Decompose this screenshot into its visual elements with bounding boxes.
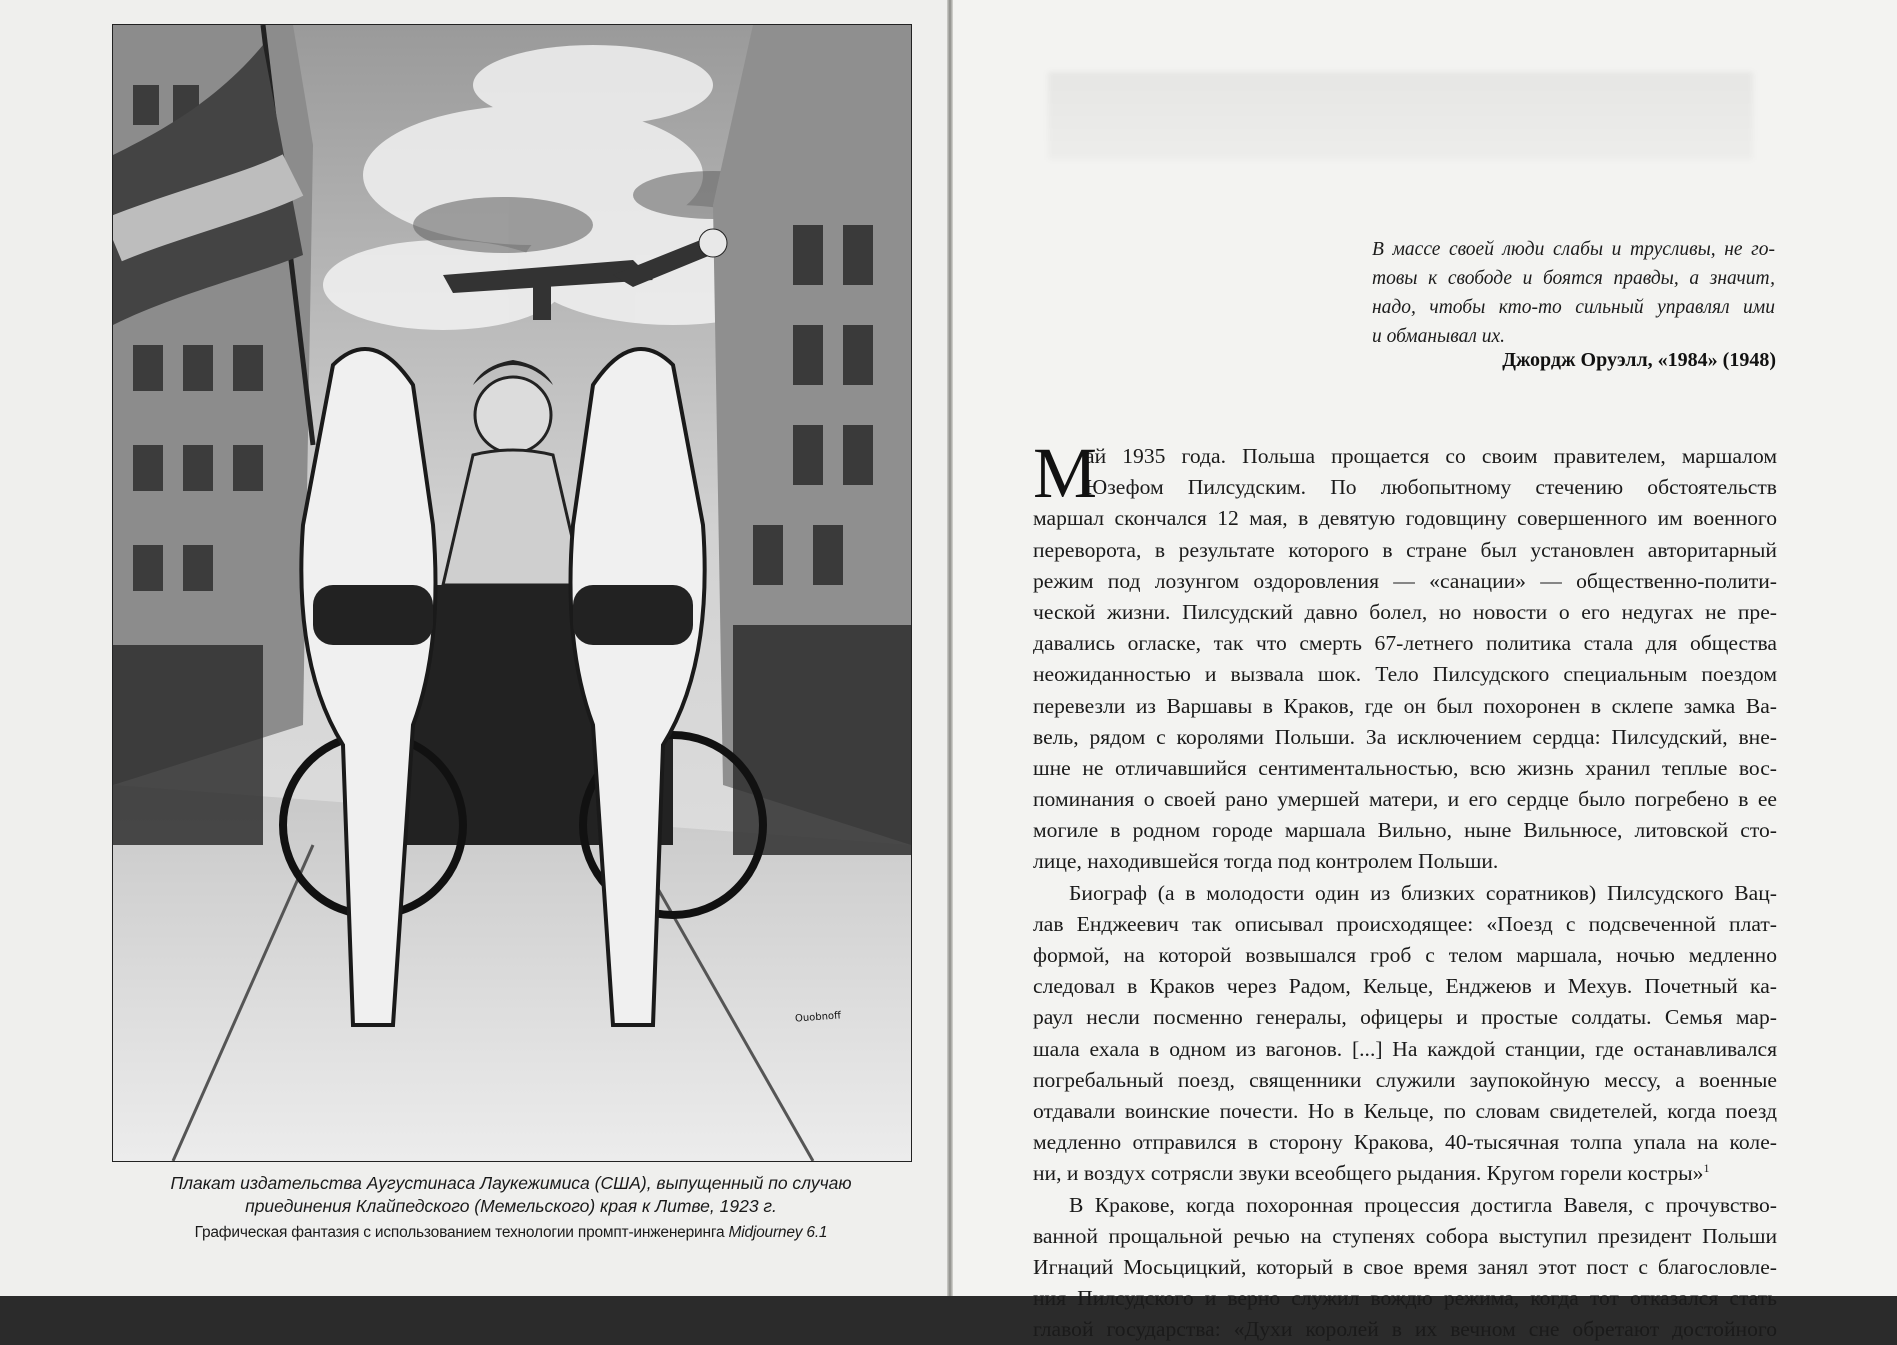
text-line: поминания о своей рано умершей матери, и его сердце было погребено в ее (1033, 787, 1777, 812)
caption-credit (112, 1222, 910, 1244)
text-line: ванной прощальной речью на ступенях собора выступил президент Польши (1033, 1223, 1777, 1248)
caption-line: приединения Клайпедского (Мемельского) края к Литве, 1923 г. (245, 1196, 777, 1216)
text-line: отдавали воинские почести. Но в Кельце, по словам свидетелей, когда поезд (1033, 1098, 1777, 1123)
text-line: следовал в Краков через Радом, Кельце, Енджеюв и Мехув. Почетный ка- (1033, 974, 1777, 999)
text-line: медленно отправился в сторону Кракова, 40-тысячная толпа упала на коле- (1033, 1130, 1777, 1155)
text-line: маршал скончался 12 мая, в девятую годовщину совершенного им военного (1033, 506, 1777, 531)
text-line: лав Енджеевич так описывал происходящее: «Поезд с подсвеченной плат- (1033, 911, 1777, 936)
text-line: главой государства: «Духи королей в их вечном сне обретают достойного (1033, 1317, 1777, 1342)
epigraph-attribution: Джордж Оруэлл, «1984» (1948) (1502, 349, 1776, 371)
text-line: формой, на которой возвышался гроб с телом маршала, ночью медленно (1033, 943, 1777, 967)
artist-signature: Ouobnoff (794, 1010, 842, 1025)
left-page (0, 0, 947, 1296)
text-line: ческой жизни. Пилсудский давно болел, но новости о его недугах не пре- (1033, 599, 1777, 624)
illustration-artwork (113, 25, 911, 1161)
drop-cap: М (1033, 433, 1098, 513)
text-line: ай 1935 года. Польша прощается со своим правителем, маршалом (1085, 444, 1777, 468)
epigraph (1372, 235, 1775, 351)
text-line: вель, рядом с королями Польши. За исключением сердца: Пилсудский, вне- (1033, 724, 1777, 749)
epigraph-line: В массе своей люди слабы и трусливы, не го- (1372, 239, 1775, 260)
caption-credit-text: Графическая фантазия с использованием технологии промпт-инженеринга (194, 1224, 729, 1241)
text-line: раул несли посменно генералы, офицеры и простые солдаты. Семья мар- (1033, 1005, 1777, 1030)
right-page (953, 0, 1897, 1342)
epigraph-line: товы к свободе и боятся правды, а значит, (1372, 268, 1775, 289)
show-through-ghost (1048, 72, 1753, 160)
text-line: неожиданностью и вызвала шок. Тело Пилсудского специальным поездом (1033, 662, 1777, 687)
body-text (1033, 433, 1777, 1345)
epigraph-line: надо, чтобы кто-то сильный управлял ими (1372, 297, 1775, 318)
text-line: могиле в родном городе маршала Вильно, ныне Вильнюсе, литовской сто- (1033, 818, 1777, 843)
text-line: шала ехала в одном из вагонов. [...] На каждой станции, где останавливался (1033, 1036, 1777, 1061)
caption-credit-tool: Midjourney 6.1 (728, 1224, 828, 1241)
text-line: Юзефом Пилсудским. По любопытному стечению обстоятельств (1085, 475, 1777, 500)
text-line: погребальный поезд, священники служили заупокойную мессу, а военные (1033, 1067, 1777, 1092)
epigraph-line: и обманывал их. (1372, 326, 1505, 347)
figure-caption (112, 1172, 910, 1244)
text-line: лице, находившейся тогда под контролем Польши. (1033, 849, 1499, 874)
poster-illustration (112, 24, 912, 1162)
text-line: давались огласке, так что смерть 67-летнего политика стала для общества (1033, 631, 1777, 656)
text-line: шне не отличавшийся сентиментальностью, всю жизнь хранил теплые вос- (1033, 755, 1777, 780)
caption-line: Плакат издательства Аугустинаса Лаукежимиса (США), выпущенный по случаю (170, 1173, 852, 1193)
text-line (1033, 1158, 1777, 1189)
text-line-content: ни, и воздух сотрясли звуки всеобщего рыдания. Кругом горели костры» (1033, 1161, 1704, 1186)
text-line: Биограф (а в молодости один из близких соратников) Пилсудского Вац- (1069, 880, 1777, 905)
text-line: перевезли из Варшавы в Краков, где он был похоронен в склепе замка Ва- (1033, 693, 1777, 718)
text-line: переворота, в результате которого в стране был установлен авторитарный (1033, 537, 1777, 562)
text-line: Игнаций Мосьцицкий, который в свое время занял этот пост с благословле- (1033, 1254, 1777, 1279)
text-line: В Кракове, когда похоронная процессия достигла Вавеля, с прочувство- (1069, 1192, 1777, 1217)
text-line: режим под лозунгом оздоровления — «санации» — общественно-полити- (1033, 568, 1777, 593)
text-line: ния Пилсудского и верно служил вождю режима, когда тот отказался стать (1033, 1286, 1777, 1311)
footnote-marker: 1 (1703, 1161, 1710, 1176)
